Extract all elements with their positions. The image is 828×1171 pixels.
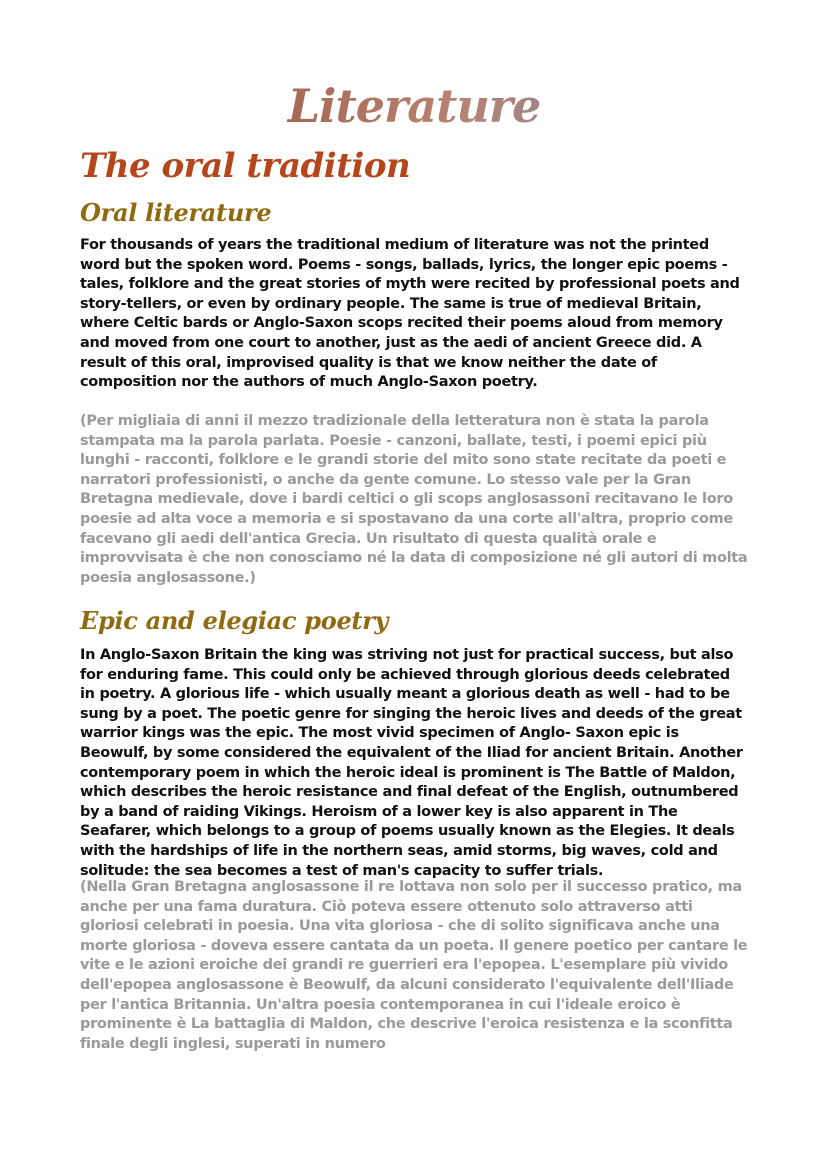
subsection-heading-epic-elegiac-poetry: Epic and elegiac poetry	[80, 606, 389, 635]
italian-translation-oral-literature: (Per migliaia di anni il mezzo tradizionale della letteratura non è stata la parola stampata ma la parola parlata. Poesie - canzoni, ballate, testi, i poemi epici più lunghi - racconti, folklore e le grandi storie del mito sono state recitate da poeti e narratori professionisti, o anche da gente comune. Lo stesso vale per la Gran Bretagna medievale, dove i bardi celtici o gli scops anglosassoni recitavano le loro poesie ad alta voce a memoria e si spostavano da una corte all'altra, proprio come facevano gli aedi dell'antica Grecia. Un risultato di questa qualità orale e improvvisata è che non conosciamo né la data di composizione né gli autori di molta poesia anglosassone.)	[80, 413, 748, 586]
page-title: Literature	[0, 78, 828, 134]
english-paragraph-oral-literature: For thousands of years the traditional medium of literature was not the printed word but the spoken word. Poems - songs, ballads, lyrics, the longer epic poems - tales, folklore and the great stories of myth were recited by professional poets and story-tellers, or even by ordinary people. The same is true of medieval Britain, where Celtic bards or Anglo-Saxon scops recited their poems aloud from memory and moved from one court to another, just as the aedi of ancient Greece did. A result of this oral, improvised quality is that we know neither the date of composition nor the authors of much Anglo-Saxon poetry.	[80, 237, 740, 391]
subsection-heading-oral-literature: Oral literature	[80, 198, 272, 227]
italian-translation-epic-elegiac-poetry: (Nella Gran Bretagna anglosassone il re lottava non solo per il successo pratico, ma anche per una fama duratura. Ciò poteva essere ottenuto solo attraverso atti gloriosi celebrati in poesia. Una vita gloriosa - che di solito significava anche una morte gloriosa - doveva essere cantata da un poeta. Il genere poetico per cantare le vite e le azioni eroiche dei grandi re guerrieri era l'epopea. L'esemplare più vivido dell'epopea anglosassone è Beowulf, da alcuni considerato l'equivalente dell'Iliade per l'antica Britannia. Un'altra poesia contemporanea in cui l'ideale eroico è prominente è La battaglia di Maldon, che descrive l'eroica resistenza e la sconfitta finale degli inglesi, superati in numero	[80, 879, 748, 1052]
section-title: The oral tradition	[80, 146, 411, 186]
english-paragraph-epic-elegiac-poetry: In Anglo-Saxon Britain the king was striving not just for practical success, but also for enduring fame. This could only be achieved through glorious deeds celebrated in poetry. A glorious life - which usually meant a glorious death as well - had to be sung by a poet. The poetic genre for singing the heroic lives and deeds of the great warrior kings was the epic. The most vivid specimen of Anglo- Saxon epic is Beowulf, by some considered the equivalent of the Iliad for ancient Britain. Another contemporary poem in which the heroic ideal is prominent is The Battle of Maldon, which describes the heroic resistance and final defeat of the English, outnumbered by a band of raiding Vikings. Heroism of a lower key is also apparent in The Seafarer, which belongs to a group of poems usually known as the Elegies. It deals with the hardships of life in the northern seas, amid storms, big waves, cold and solitude: the sea becomes a test of man's capacity to suffer trials.	[80, 647, 743, 879]
